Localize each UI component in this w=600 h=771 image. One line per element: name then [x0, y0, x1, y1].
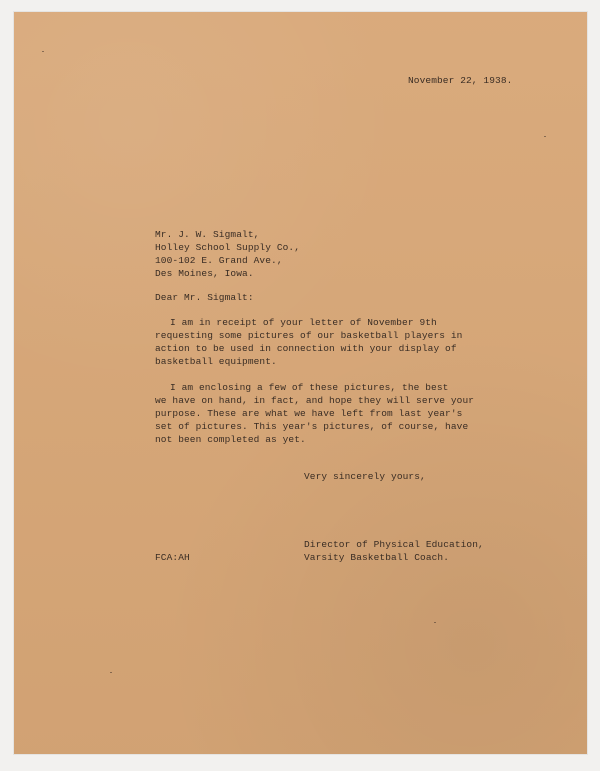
recipient-street: 100-102 E. Grand Ave., — [155, 255, 283, 266]
paragraph-2-line-1: I am enclosing a few of these pictures, the best — [170, 382, 449, 393]
paper-speck — [544, 136, 546, 137]
paragraph-2-line-4: set of pictures. This year's pictures, of course, have — [155, 421, 469, 432]
reference-initials: FCA:AH — [155, 552, 190, 563]
paragraph-2-line-2: we have on hand, in fact, and hope they will serve your — [155, 395, 475, 406]
salutation: Dear Mr. Sigmalt: — [155, 292, 254, 303]
recipient-name: Mr. J. W. Sigmalt, — [155, 229, 260, 240]
recipient-city: Des Moines, Iowa. — [155, 268, 254, 279]
paper-speck — [110, 672, 112, 673]
signature-title-2: Varsity Basketball Coach. — [304, 552, 450, 563]
paragraph-2-line-5: not been completed as yet. — [155, 434, 306, 445]
paper-speck — [42, 51, 44, 52]
paragraph-1-line-3: action to be used in connection with your display of — [155, 343, 457, 354]
signature-title-1: Director of Physical Education, — [304, 539, 484, 550]
letter-date: November 22, 1938. — [408, 75, 513, 86]
recipient-company: Holley School Supply Co., — [155, 242, 301, 253]
letter-page — [14, 12, 587, 754]
paragraph-1-line-1: I am in receipt of your letter of November 9th — [170, 317, 437, 328]
paragraph-1-line-4: basketball equipment. — [155, 356, 277, 367]
paragraph-2-line-3: purpose. These are what we have left from last year's — [155, 408, 463, 419]
closing: Very sincerely yours, — [304, 471, 426, 482]
paper-speck — [434, 622, 436, 623]
paragraph-1-line-2: requesting some pictures of our basketball players in — [155, 330, 463, 341]
